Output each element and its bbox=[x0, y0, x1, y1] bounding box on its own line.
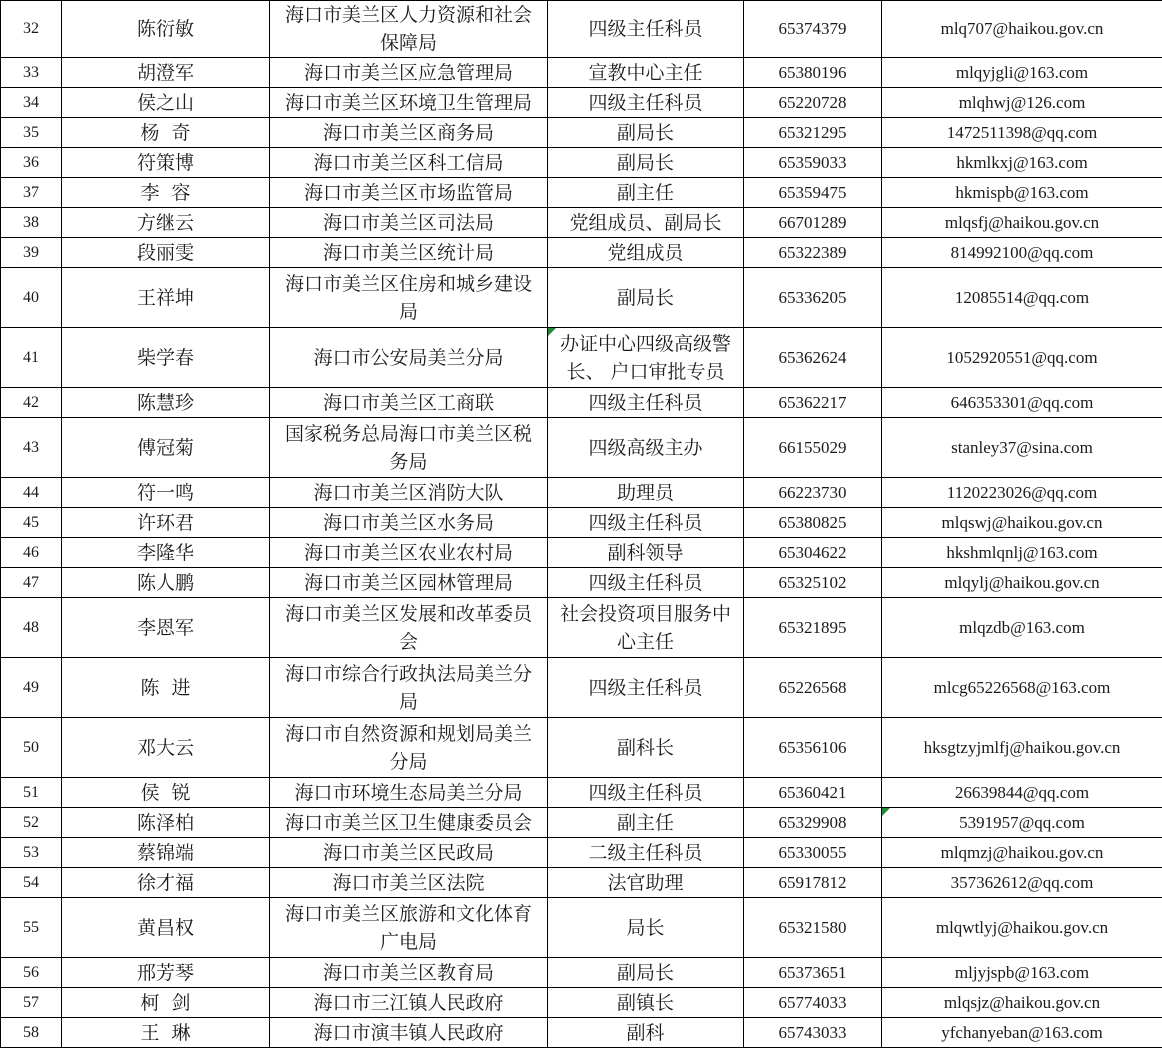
unit-cell bbox=[270, 148, 548, 178]
phone-cell: 65321580 bbox=[744, 898, 882, 958]
name-cell: 柴学春 bbox=[62, 328, 270, 388]
row-number-cell: 53 bbox=[1, 838, 62, 868]
table-row bbox=[1, 178, 1162, 208]
unit-text-line: 海口市美兰区商务局 bbox=[274, 119, 543, 147]
table-row bbox=[1, 778, 1162, 808]
phone-cell: 65380825 bbox=[744, 508, 882, 538]
unit-text-line: 海口市美兰区工商联 bbox=[274, 389, 543, 417]
table-row bbox=[1, 1, 1162, 58]
position-cell bbox=[548, 958, 744, 988]
position-cell bbox=[548, 868, 744, 898]
table-row bbox=[1, 388, 1162, 418]
position-cell bbox=[548, 598, 744, 658]
position-text-line: 办证中心四级高级警 bbox=[552, 330, 739, 358]
row-number-cell: 44 bbox=[1, 478, 62, 508]
position-cell bbox=[548, 58, 744, 88]
row-number-cell: 35 bbox=[1, 118, 62, 148]
name-cell: 蔡锦端 bbox=[62, 838, 270, 868]
position-text-line: 副科 bbox=[552, 1019, 739, 1047]
unit-cell bbox=[270, 568, 548, 598]
row-number-cell: 56 bbox=[1, 958, 62, 988]
unit-text-line: 国家税务总局海口市美兰区税 bbox=[274, 420, 543, 448]
unit-cell bbox=[270, 958, 548, 988]
name-cell: 符一鸣 bbox=[62, 478, 270, 508]
position-cell bbox=[548, 418, 744, 478]
position-text-line: 四级高级主办 bbox=[552, 434, 739, 462]
row-number-cell: 34 bbox=[1, 88, 62, 118]
name-cell: 符策博 bbox=[62, 148, 270, 178]
unit-text-line: 海口市美兰区环境卫生管理局 bbox=[274, 89, 543, 117]
position-text-line: 副局长 bbox=[552, 959, 739, 987]
unit-cell bbox=[270, 328, 548, 388]
unit-text-line: 海口市美兰区园林管理局 bbox=[274, 569, 543, 597]
position-text-line: 副科长 bbox=[552, 734, 739, 762]
phone-cell: 65304622 bbox=[744, 538, 882, 568]
email-cell: mlqwtlyj@haikou.gov.cn bbox=[882, 898, 1162, 958]
row-number-cell: 40 bbox=[1, 268, 62, 328]
position-text-line: 四级主任科员 bbox=[552, 15, 739, 43]
unit-cell bbox=[270, 868, 548, 898]
position-text-line: 党组成员 bbox=[552, 239, 739, 267]
row-number-cell: 47 bbox=[1, 568, 62, 598]
table-row bbox=[1, 958, 1162, 988]
table-row bbox=[1, 238, 1162, 268]
email-cell: mlqzdb@163.com bbox=[882, 598, 1162, 658]
phone-cell: 65359475 bbox=[744, 178, 882, 208]
name-cell: 李恩军 bbox=[62, 598, 270, 658]
unit-text-line: 广电局 bbox=[274, 928, 543, 956]
table-row bbox=[1, 808, 1162, 838]
position-cell bbox=[548, 838, 744, 868]
unit-text-line: 海口市综合行政执法局美兰分 bbox=[274, 660, 543, 688]
phone-cell: 66155029 bbox=[744, 418, 882, 478]
phone-cell: 65374379 bbox=[744, 1, 882, 58]
unit-text-line: 海口市公安局美兰分局 bbox=[274, 344, 543, 372]
position-cell bbox=[548, 1018, 744, 1048]
table-row bbox=[1, 58, 1162, 88]
phone-cell: 65362217 bbox=[744, 388, 882, 418]
unit-cell bbox=[270, 88, 548, 118]
unit-cell bbox=[270, 778, 548, 808]
unit-cell bbox=[270, 1, 548, 58]
name-cell: 侯之山 bbox=[62, 88, 270, 118]
row-number-cell: 37 bbox=[1, 178, 62, 208]
unit-cell bbox=[270, 58, 548, 88]
unit-text-line: 海口市美兰区消防大队 bbox=[274, 479, 543, 507]
unit-text-line: 海口市美兰区卫生健康委员会 bbox=[274, 809, 543, 837]
row-number-cell: 33 bbox=[1, 58, 62, 88]
email-cell: mlqmzj@haikou.gov.cn bbox=[882, 838, 1162, 868]
email-cell: mlqhwj@126.com bbox=[882, 88, 1162, 118]
email-cell: 646353301@qq.com bbox=[882, 388, 1162, 418]
table-row bbox=[1, 718, 1162, 778]
position-text-line: 助理员 bbox=[552, 479, 739, 507]
contact-table-body bbox=[1, 1, 1162, 1048]
position-cell bbox=[548, 538, 744, 568]
table-row bbox=[1, 898, 1162, 958]
table-row bbox=[1, 658, 1162, 718]
unit-text-line: 海口市三江镇人民政府 bbox=[274, 989, 543, 1017]
name-cell: 陈 进 bbox=[62, 658, 270, 718]
row-number-cell: 55 bbox=[1, 898, 62, 958]
name-cell: 黄昌权 bbox=[62, 898, 270, 958]
position-text-line: 四级主任科员 bbox=[552, 569, 739, 597]
phone-cell: 65220728 bbox=[744, 88, 882, 118]
unit-cell bbox=[270, 268, 548, 328]
table-row bbox=[1, 148, 1162, 178]
email-cell: hkmlkxj@163.com bbox=[882, 148, 1162, 178]
unit-text-line: 海口市美兰区科工信局 bbox=[274, 149, 543, 177]
unit-text-line: 海口市环境生态局美兰分局 bbox=[274, 779, 543, 807]
email-cell: 1120223026@qq.com bbox=[882, 478, 1162, 508]
name-cell: 方继云 bbox=[62, 208, 270, 238]
table-row bbox=[1, 208, 1162, 238]
unit-text-line: 局 bbox=[274, 298, 543, 326]
row-number-cell: 50 bbox=[1, 718, 62, 778]
name-cell: 邢芳琴 bbox=[62, 958, 270, 988]
email-cell: mlqylj@haikou.gov.cn bbox=[882, 568, 1162, 598]
position-text-line: 二级主任科员 bbox=[552, 839, 739, 867]
position-text-line: 四级主任科员 bbox=[552, 89, 739, 117]
unit-text-line: 海口市演丰镇人民政府 bbox=[274, 1019, 543, 1047]
email-cell: mlqsfj@haikou.gov.cn bbox=[882, 208, 1162, 238]
position-text-line: 副局长 bbox=[552, 149, 739, 177]
email-cell: 1052920551@qq.com bbox=[882, 328, 1162, 388]
unit-cell bbox=[270, 838, 548, 868]
unit-cell bbox=[270, 418, 548, 478]
phone-cell: 66701289 bbox=[744, 208, 882, 238]
unit-text-line: 海口市美兰区民政局 bbox=[274, 839, 543, 867]
name-cell: 李隆华 bbox=[62, 538, 270, 568]
row-number-cell: 42 bbox=[1, 388, 62, 418]
position-cell bbox=[548, 718, 744, 778]
email-cell: hksgtzyjmlfj@haikou.gov.cn bbox=[882, 718, 1162, 778]
row-number-cell: 57 bbox=[1, 988, 62, 1018]
table-row bbox=[1, 538, 1162, 568]
position-text-line: 局长 bbox=[552, 914, 739, 942]
unit-text-line: 务局 bbox=[274, 448, 543, 476]
position-cell bbox=[548, 778, 744, 808]
unit-cell bbox=[270, 598, 548, 658]
row-number-cell: 46 bbox=[1, 538, 62, 568]
phone-cell: 65329908 bbox=[744, 808, 882, 838]
unit-text-line: 分局 bbox=[274, 748, 543, 776]
position-text-line: 副局长 bbox=[552, 119, 739, 147]
unit-cell bbox=[270, 658, 548, 718]
email-cell: 26639844@qq.com bbox=[882, 778, 1162, 808]
position-text-line: 副科领导 bbox=[552, 539, 739, 567]
phone-cell: 65917812 bbox=[744, 868, 882, 898]
unit-text-line: 局 bbox=[274, 688, 543, 716]
name-cell: 柯 剑 bbox=[62, 988, 270, 1018]
unit-text-line: 会 bbox=[274, 628, 543, 656]
row-number-cell: 49 bbox=[1, 658, 62, 718]
row-number-cell: 32 bbox=[1, 1, 62, 58]
position-text-line: 四级主任科员 bbox=[552, 674, 739, 702]
name-cell: 杨 奇 bbox=[62, 118, 270, 148]
row-number-cell: 36 bbox=[1, 148, 62, 178]
unit-text-line: 海口市美兰区农业农村局 bbox=[274, 539, 543, 567]
row-number-cell: 51 bbox=[1, 778, 62, 808]
table-row bbox=[1, 418, 1162, 478]
name-cell: 李 容 bbox=[62, 178, 270, 208]
name-cell: 陈人鹏 bbox=[62, 568, 270, 598]
position-text-line: 长、 户口审批专员 bbox=[552, 358, 739, 386]
position-text-line: 四级主任科员 bbox=[552, 389, 739, 417]
email-cell: hkshmlqnlj@163.com bbox=[882, 538, 1162, 568]
name-cell: 陈泽柏 bbox=[62, 808, 270, 838]
position-text-line: 副主任 bbox=[552, 179, 739, 207]
name-cell: 胡澄军 bbox=[62, 58, 270, 88]
table-row bbox=[1, 598, 1162, 658]
email-cell: 12085514@qq.com bbox=[882, 268, 1162, 328]
name-cell: 傅冠菊 bbox=[62, 418, 270, 478]
unit-text-line: 海口市美兰区司法局 bbox=[274, 209, 543, 237]
position-cell bbox=[548, 898, 744, 958]
position-text-line: 心主任 bbox=[552, 628, 739, 656]
row-number-cell: 52 bbox=[1, 808, 62, 838]
position-text-line: 副镇长 bbox=[552, 989, 739, 1017]
position-text-line: 副局长 bbox=[552, 284, 739, 312]
row-number-cell: 45 bbox=[1, 508, 62, 538]
position-cell bbox=[548, 988, 744, 1018]
phone-cell: 65330055 bbox=[744, 838, 882, 868]
position-cell bbox=[548, 208, 744, 238]
email-cell: hkmispb@163.com bbox=[882, 178, 1162, 208]
table-row bbox=[1, 88, 1162, 118]
unit-cell bbox=[270, 808, 548, 838]
position-cell bbox=[548, 148, 744, 178]
position-text-line: 社会投资项目服务中 bbox=[552, 600, 739, 628]
email-cell: 1472511398@qq.com bbox=[882, 118, 1162, 148]
position-cell bbox=[548, 328, 744, 388]
unit-cell bbox=[270, 718, 548, 778]
name-cell: 段丽雯 bbox=[62, 238, 270, 268]
table-row bbox=[1, 568, 1162, 598]
phone-cell: 65359033 bbox=[744, 148, 882, 178]
name-cell: 许环君 bbox=[62, 508, 270, 538]
unit-text-line: 保障局 bbox=[274, 29, 543, 57]
name-cell: 侯 锐 bbox=[62, 778, 270, 808]
unit-cell bbox=[270, 208, 548, 238]
phone-cell: 65360421 bbox=[744, 778, 882, 808]
phone-cell: 65356106 bbox=[744, 718, 882, 778]
position-text-line: 法官助理 bbox=[552, 869, 739, 897]
unit-cell bbox=[270, 1018, 548, 1048]
position-cell bbox=[548, 268, 744, 328]
position-text-line: 党组成员、副局长 bbox=[552, 209, 739, 237]
email-cell: mlq707@haikou.gov.cn bbox=[882, 1, 1162, 58]
unit-cell bbox=[270, 118, 548, 148]
table-row bbox=[1, 118, 1162, 148]
table-row bbox=[1, 988, 1162, 1018]
name-cell: 陈慧珍 bbox=[62, 388, 270, 418]
position-text-line: 四级主任科员 bbox=[552, 509, 739, 537]
phone-cell: 65774033 bbox=[744, 988, 882, 1018]
name-cell: 王祥坤 bbox=[62, 268, 270, 328]
email-cell: mlqsjz@haikou.gov.cn bbox=[882, 988, 1162, 1018]
email-cell: mljyjspb@163.com bbox=[882, 958, 1162, 988]
table-row bbox=[1, 838, 1162, 868]
unit-text-line: 海口市美兰区教育局 bbox=[274, 959, 543, 987]
unit-text-line: 海口市美兰区水务局 bbox=[274, 509, 543, 537]
position-cell bbox=[548, 388, 744, 418]
phone-cell: 65336205 bbox=[744, 268, 882, 328]
row-number-cell: 58 bbox=[1, 1018, 62, 1048]
unit-cell bbox=[270, 988, 548, 1018]
email-cell: 814992100@qq.com bbox=[882, 238, 1162, 268]
email-cell: yfchanyeban@163.com bbox=[882, 1018, 1162, 1048]
table-row bbox=[1, 328, 1162, 388]
unit-text-line: 海口市美兰区应急管理局 bbox=[274, 59, 543, 87]
position-cell bbox=[548, 478, 744, 508]
position-cell bbox=[548, 658, 744, 718]
phone-cell: 65322389 bbox=[744, 238, 882, 268]
position-text-line: 副主任 bbox=[552, 809, 739, 837]
unit-text-line: 海口市美兰区法院 bbox=[274, 869, 543, 897]
position-cell bbox=[548, 568, 744, 598]
row-number-cell: 39 bbox=[1, 238, 62, 268]
email-cell: mlqswj@haikou.gov.cn bbox=[882, 508, 1162, 538]
phone-cell: 66223730 bbox=[744, 478, 882, 508]
unit-cell bbox=[270, 898, 548, 958]
row-number-cell: 54 bbox=[1, 868, 62, 898]
phone-cell: 65321295 bbox=[744, 118, 882, 148]
unit-cell bbox=[270, 478, 548, 508]
unit-text-line: 海口市美兰区统计局 bbox=[274, 239, 543, 267]
row-number-cell: 38 bbox=[1, 208, 62, 238]
table-row bbox=[1, 268, 1162, 328]
row-number-cell: 43 bbox=[1, 418, 62, 478]
position-cell bbox=[548, 88, 744, 118]
name-cell: 邓大云 bbox=[62, 718, 270, 778]
phone-cell: 65325102 bbox=[744, 568, 882, 598]
unit-cell bbox=[270, 388, 548, 418]
unit-text-line: 海口市美兰区市场监管局 bbox=[274, 179, 543, 207]
name-cell: 陈衍敏 bbox=[62, 1, 270, 58]
phone-cell: 65226568 bbox=[744, 658, 882, 718]
phone-cell: 65321895 bbox=[744, 598, 882, 658]
email-cell: 357362612@qq.com bbox=[882, 868, 1162, 898]
phone-cell: 65380196 bbox=[744, 58, 882, 88]
unit-cell bbox=[270, 238, 548, 268]
position-text-line: 宣教中心主任 bbox=[552, 59, 739, 87]
position-cell bbox=[548, 508, 744, 538]
unit-text-line: 海口市美兰区人力资源和社会 bbox=[274, 1, 543, 29]
email-cell: mlcg65226568@163.com bbox=[882, 658, 1162, 718]
name-cell: 徐才福 bbox=[62, 868, 270, 898]
position-cell bbox=[548, 178, 744, 208]
email-cell: stanley37@sina.com bbox=[882, 418, 1162, 478]
row-number-cell: 41 bbox=[1, 328, 62, 388]
position-cell bbox=[548, 1, 744, 58]
position-cell bbox=[548, 808, 744, 838]
name-cell: 王 琳 bbox=[62, 1018, 270, 1048]
table-row bbox=[1, 868, 1162, 898]
phone-cell: 65362624 bbox=[744, 328, 882, 388]
position-text-line: 四级主任科员 bbox=[552, 779, 739, 807]
table-row bbox=[1, 478, 1162, 508]
unit-cell bbox=[270, 508, 548, 538]
table-row bbox=[1, 508, 1162, 538]
phone-cell: 65743033 bbox=[744, 1018, 882, 1048]
unit-text-line: 海口市美兰区发展和改革委员 bbox=[274, 600, 543, 628]
unit-cell bbox=[270, 538, 548, 568]
table-row bbox=[1, 1018, 1162, 1048]
unit-text-line: 海口市美兰区住房和城乡建设 bbox=[274, 270, 543, 298]
unit-text-line: 海口市美兰区旅游和文化体育 bbox=[274, 900, 543, 928]
row-number-cell: 48 bbox=[1, 598, 62, 658]
email-cell: 5391957@qq.com bbox=[882, 808, 1162, 838]
phone-cell: 65373651 bbox=[744, 958, 882, 988]
position-cell bbox=[548, 238, 744, 268]
position-cell bbox=[548, 118, 744, 148]
unit-cell bbox=[270, 178, 548, 208]
email-cell: mlqyjgli@163.com bbox=[882, 58, 1162, 88]
unit-text-line: 海口市自然资源和规划局美兰 bbox=[274, 720, 543, 748]
